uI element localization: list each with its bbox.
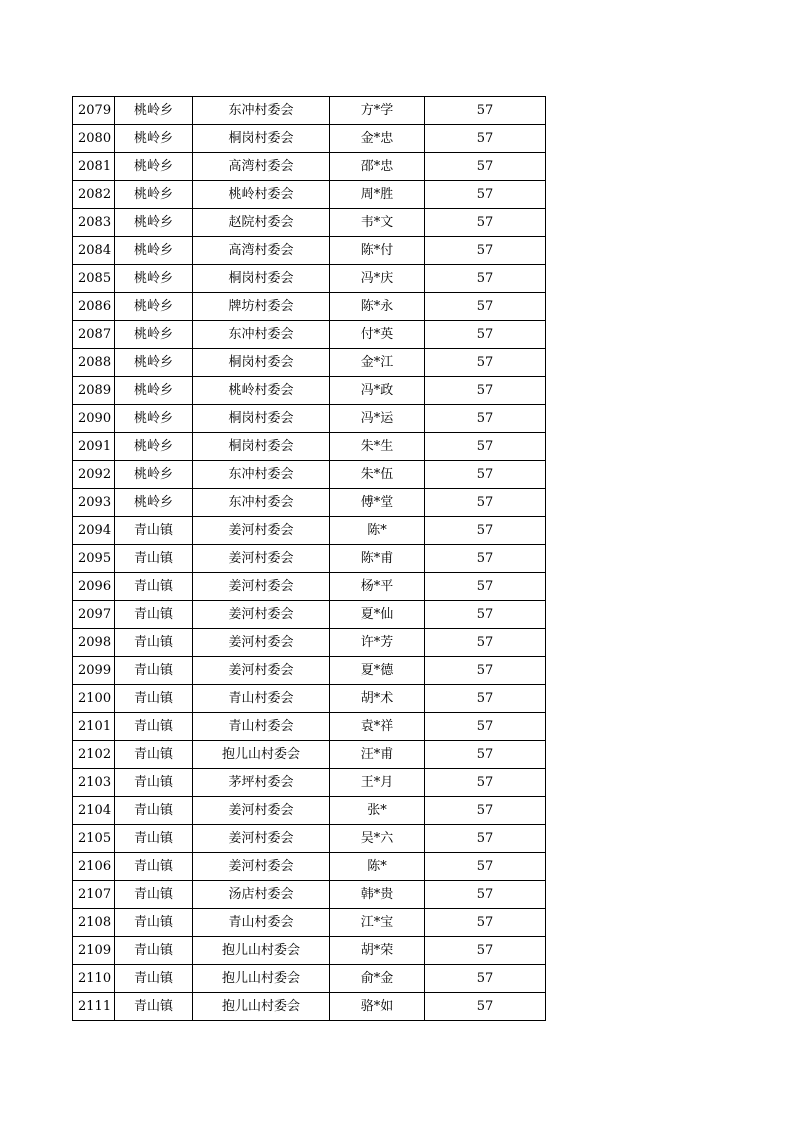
row-number-cell: 2079: [73, 97, 115, 125]
row-number-cell: 2085: [73, 265, 115, 293]
person-name-cell: 冯*庆: [330, 265, 425, 293]
value-cell: 57: [425, 713, 546, 741]
row-number-cell: 2105: [73, 825, 115, 853]
village-committee-cell: 桐岗村委会: [193, 265, 330, 293]
village-committee-cell: 桐岗村委会: [193, 433, 330, 461]
value-cell: 57: [425, 825, 546, 853]
row-number-cell: 2106: [73, 853, 115, 881]
person-name-cell: 吴*六: [330, 825, 425, 853]
value-cell: 57: [425, 237, 546, 265]
town-cell: 青山镇: [115, 629, 193, 657]
town-cell: 青山镇: [115, 937, 193, 965]
person-name-cell: 韦*文: [330, 209, 425, 237]
row-number-cell: 2099: [73, 657, 115, 685]
village-committee-cell: 姜河村委会: [193, 825, 330, 853]
person-name-cell: 夏*仙: [330, 601, 425, 629]
row-number-cell: 2096: [73, 573, 115, 601]
town-cell: 桃岭乡: [115, 125, 193, 153]
table-row: [73, 377, 546, 405]
row-number-cell: 2091: [73, 433, 115, 461]
village-committee-cell: 东冲村委会: [193, 321, 330, 349]
person-name-cell: 王*月: [330, 769, 425, 797]
village-committee-cell: 姜河村委会: [193, 601, 330, 629]
person-name-cell: 陈*甫: [330, 545, 425, 573]
person-name-cell: 俞*金: [330, 965, 425, 993]
person-name-cell: 陈*: [330, 517, 425, 545]
town-cell: 桃岭乡: [115, 181, 193, 209]
table-row: [73, 881, 546, 909]
town-cell: 桃岭乡: [115, 433, 193, 461]
person-name-cell: 夏*德: [330, 657, 425, 685]
town-cell: 青山镇: [115, 797, 193, 825]
village-committee-cell: 青山村委会: [193, 713, 330, 741]
person-name-cell: 汪*甫: [330, 741, 425, 769]
town-cell: 青山镇: [115, 573, 193, 601]
village-committee-cell: 姜河村委会: [193, 797, 330, 825]
village-committee-cell: 姜河村委会: [193, 545, 330, 573]
row-number-cell: 2093: [73, 489, 115, 517]
row-number-cell: 2089: [73, 377, 115, 405]
table-row: [73, 685, 546, 713]
row-number-cell: 2084: [73, 237, 115, 265]
village-committee-cell: 桐岗村委会: [193, 349, 330, 377]
person-name-cell: 胡*荣: [330, 937, 425, 965]
person-name-cell: 许*芳: [330, 629, 425, 657]
table-row: [73, 97, 546, 125]
village-committee-cell: 姜河村委会: [193, 853, 330, 881]
village-committee-cell: 姜河村委会: [193, 629, 330, 657]
table-row: [73, 993, 546, 1021]
table-row: [73, 153, 546, 181]
village-committee-cell: 姜河村委会: [193, 573, 330, 601]
table-row: [73, 573, 546, 601]
row-number-cell: 2080: [73, 125, 115, 153]
value-cell: 57: [425, 853, 546, 881]
value-cell: 57: [425, 629, 546, 657]
person-name-cell: 陈*永: [330, 293, 425, 321]
table-row: [73, 545, 546, 573]
person-name-cell: 陈*付: [330, 237, 425, 265]
town-cell: 青山镇: [115, 909, 193, 937]
table-row: [73, 433, 546, 461]
value-cell: 57: [425, 909, 546, 937]
table-row: [73, 713, 546, 741]
value-cell: 57: [425, 461, 546, 489]
value-cell: 57: [425, 209, 546, 237]
row-number-cell: 2088: [73, 349, 115, 377]
table-row: [73, 405, 546, 433]
table-row: [73, 657, 546, 685]
row-number-cell: 2097: [73, 601, 115, 629]
village-committee-cell: 东冲村委会: [193, 489, 330, 517]
person-name-cell: 袁*祥: [330, 713, 425, 741]
value-cell: 57: [425, 153, 546, 181]
row-number-cell: 2083: [73, 209, 115, 237]
town-cell: 青山镇: [115, 545, 193, 573]
person-name-cell: 方*学: [330, 97, 425, 125]
town-cell: 桃岭乡: [115, 349, 193, 377]
table-row: [73, 181, 546, 209]
village-committee-cell: 桃岭村委会: [193, 377, 330, 405]
row-number-cell: 2109: [73, 937, 115, 965]
table-row: [73, 965, 546, 993]
town-cell: 青山镇: [115, 601, 193, 629]
value-cell: 57: [425, 97, 546, 125]
town-cell: 青山镇: [115, 965, 193, 993]
row-number-cell: 2103: [73, 769, 115, 797]
value-cell: 57: [425, 489, 546, 517]
table-row: [73, 629, 546, 657]
row-number-cell: 2101: [73, 713, 115, 741]
town-cell: 青山镇: [115, 769, 193, 797]
person-name-cell: 冯*运: [330, 405, 425, 433]
value-cell: 57: [425, 349, 546, 377]
village-committee-cell: 抱儿山村委会: [193, 741, 330, 769]
town-cell: 青山镇: [115, 657, 193, 685]
town-cell: 桃岭乡: [115, 321, 193, 349]
row-number-cell: 2095: [73, 545, 115, 573]
village-committee-cell: 高湾村委会: [193, 153, 330, 181]
town-cell: 青山镇: [115, 853, 193, 881]
row-number-cell: 2081: [73, 153, 115, 181]
village-committee-cell: 东冲村委会: [193, 97, 330, 125]
value-cell: 57: [425, 265, 546, 293]
value-cell: 57: [425, 573, 546, 601]
town-cell: 桃岭乡: [115, 377, 193, 405]
value-cell: 57: [425, 797, 546, 825]
person-name-cell: 付*英: [330, 321, 425, 349]
village-committee-cell: 姜河村委会: [193, 657, 330, 685]
row-number-cell: 2087: [73, 321, 115, 349]
person-name-cell: 冯*政: [330, 377, 425, 405]
person-name-cell: 江*宝: [330, 909, 425, 937]
person-name-cell: 朱*生: [330, 433, 425, 461]
table-row: [73, 321, 546, 349]
village-committee-cell: 青山村委会: [193, 909, 330, 937]
town-cell: 青山镇: [115, 741, 193, 769]
person-name-cell: 邵*忠: [330, 153, 425, 181]
value-cell: 57: [425, 965, 546, 993]
value-cell: 57: [425, 937, 546, 965]
person-name-cell: 陈*: [330, 853, 425, 881]
person-name-cell: 韩*贵: [330, 881, 425, 909]
town-cell: 桃岭乡: [115, 405, 193, 433]
value-cell: 57: [425, 601, 546, 629]
table-row: [73, 349, 546, 377]
roster-table-body: [73, 97, 546, 1021]
value-cell: 57: [425, 125, 546, 153]
value-cell: 57: [425, 517, 546, 545]
row-number-cell: 2100: [73, 685, 115, 713]
row-number-cell: 2098: [73, 629, 115, 657]
table-row: [73, 909, 546, 937]
village-committee-cell: 桐岗村委会: [193, 125, 330, 153]
table-row: [73, 489, 546, 517]
value-cell: 57: [425, 321, 546, 349]
town-cell: 桃岭乡: [115, 461, 193, 489]
town-cell: 青山镇: [115, 685, 193, 713]
row-number-cell: 2108: [73, 909, 115, 937]
roster-table: [72, 96, 546, 1021]
value-cell: 57: [425, 881, 546, 909]
table-row: [73, 769, 546, 797]
table-row: [73, 517, 546, 545]
table-row: [73, 209, 546, 237]
town-cell: 青山镇: [115, 713, 193, 741]
person-name-cell: 骆*如: [330, 993, 425, 1021]
table-row: [73, 461, 546, 489]
town-cell: 青山镇: [115, 881, 193, 909]
person-name-cell: 胡*术: [330, 685, 425, 713]
value-cell: 57: [425, 741, 546, 769]
village-committee-cell: 姜河村委会: [193, 517, 330, 545]
value-cell: 57: [425, 377, 546, 405]
town-cell: 桃岭乡: [115, 265, 193, 293]
person-name-cell: 杨*平: [330, 573, 425, 601]
person-name-cell: 金*江: [330, 349, 425, 377]
value-cell: 57: [425, 685, 546, 713]
value-cell: 57: [425, 993, 546, 1021]
person-name-cell: 朱*伍: [330, 461, 425, 489]
table-row: [73, 853, 546, 881]
town-cell: 桃岭乡: [115, 237, 193, 265]
row-number-cell: 2110: [73, 965, 115, 993]
row-number-cell: 2104: [73, 797, 115, 825]
village-committee-cell: 赵院村委会: [193, 209, 330, 237]
row-number-cell: 2102: [73, 741, 115, 769]
town-cell: 青山镇: [115, 825, 193, 853]
town-cell: 青山镇: [115, 517, 193, 545]
row-number-cell: 2111: [73, 993, 115, 1021]
row-number-cell: 2082: [73, 181, 115, 209]
row-number-cell: 2090: [73, 405, 115, 433]
value-cell: 57: [425, 433, 546, 461]
value-cell: 57: [425, 769, 546, 797]
town-cell: 桃岭乡: [115, 97, 193, 125]
value-cell: 57: [425, 405, 546, 433]
town-cell: 桃岭乡: [115, 489, 193, 517]
person-name-cell: 金*忠: [330, 125, 425, 153]
table-row: [73, 237, 546, 265]
town-cell: 桃岭乡: [115, 209, 193, 237]
table-row: [73, 825, 546, 853]
value-cell: 57: [425, 657, 546, 685]
table-row: [73, 797, 546, 825]
row-number-cell: 2107: [73, 881, 115, 909]
value-cell: 57: [425, 181, 546, 209]
village-committee-cell: 桃岭村委会: [193, 181, 330, 209]
village-committee-cell: 抱儿山村委会: [193, 993, 330, 1021]
village-committee-cell: 牌坊村委会: [193, 293, 330, 321]
person-name-cell: 周*胜: [330, 181, 425, 209]
value-cell: 57: [425, 545, 546, 573]
table-row: [73, 937, 546, 965]
row-number-cell: 2094: [73, 517, 115, 545]
village-committee-cell: 抱儿山村委会: [193, 965, 330, 993]
village-committee-cell: 桐岗村委会: [193, 405, 330, 433]
row-number-cell: 2086: [73, 293, 115, 321]
village-committee-cell: 高湾村委会: [193, 237, 330, 265]
village-committee-cell: 青山村委会: [193, 685, 330, 713]
table-row: [73, 293, 546, 321]
town-cell: 桃岭乡: [115, 293, 193, 321]
value-cell: 57: [425, 293, 546, 321]
table-row: [73, 125, 546, 153]
person-name-cell: 张*: [330, 797, 425, 825]
person-name-cell: 傅*堂: [330, 489, 425, 517]
town-cell: 青山镇: [115, 993, 193, 1021]
village-committee-cell: 抱儿山村委会: [193, 937, 330, 965]
village-committee-cell: 东冲村委会: [193, 461, 330, 489]
table-row: [73, 601, 546, 629]
table-row: [73, 265, 546, 293]
row-number-cell: 2092: [73, 461, 115, 489]
table-row: [73, 741, 546, 769]
village-committee-cell: 茅坪村委会: [193, 769, 330, 797]
town-cell: 桃岭乡: [115, 153, 193, 181]
village-committee-cell: 汤店村委会: [193, 881, 330, 909]
